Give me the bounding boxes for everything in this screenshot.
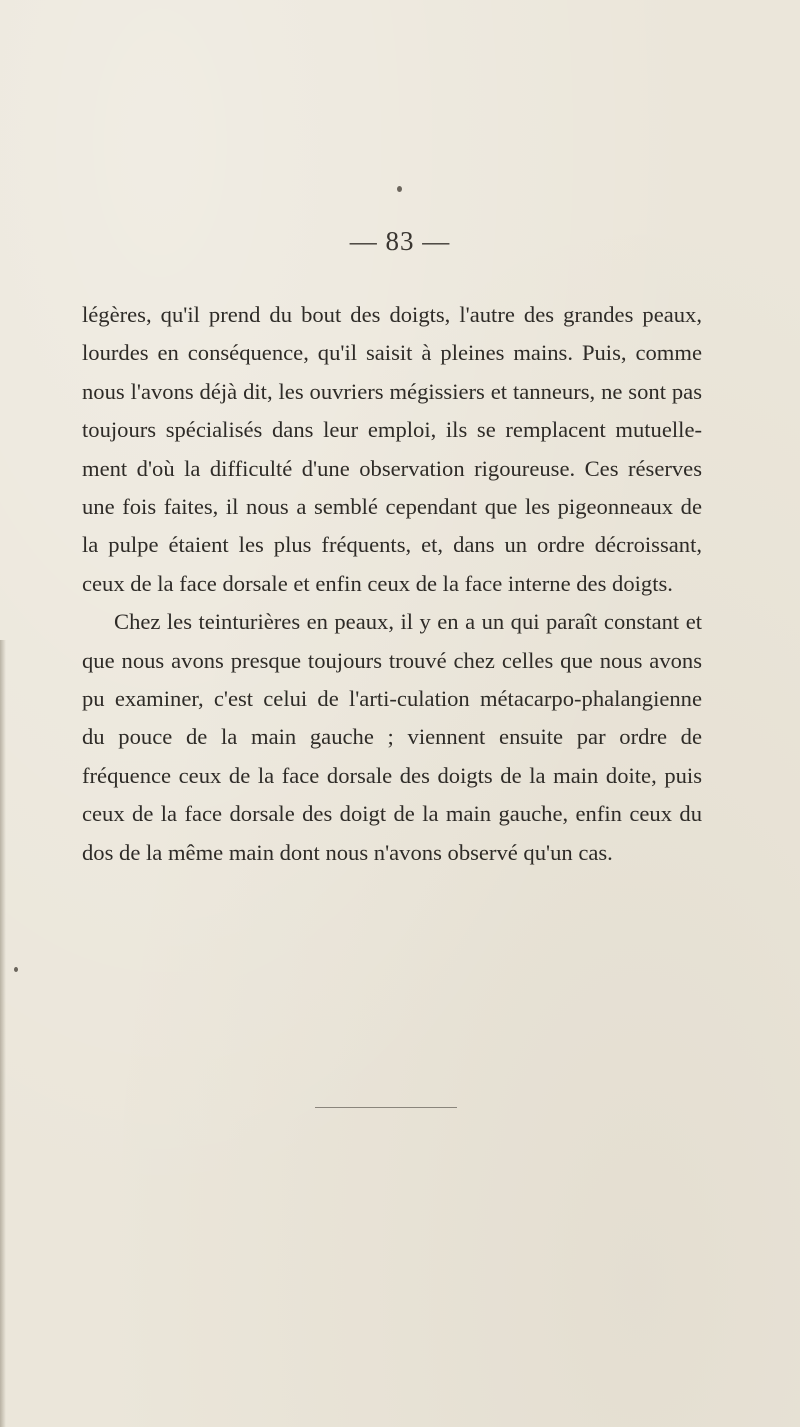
paragraph-1: légères, qu'il prend du bout des doigts, l'autre des grandes peaux, lourdes en conséquence, qu'il saisit à pleines mains. Puis, comme nous l'avons déjà dit, les ouvriers mégissiers et tanneurs, ne sont pas toujours spécialisés dans leur emploi, ils se remplacent mutuelle-ment d'où la difficulté d'une observation rigoureuse. Ces réserves une fois faites, il nous a semblé cependant que les pigeonneaux de la pulpe étaient les plus fréquents, et, dans un ordre décroissant, ceux de la face dorsale et enfin ceux de la face interne des doigts. (82, 302, 702, 596)
body-text (82, 296, 702, 872)
ink-speck (397, 186, 402, 192)
page-edge-shadow (0, 640, 6, 1427)
section-divider (315, 1107, 457, 1108)
ink-speck (14, 967, 18, 972)
paragraph-2: Chez les teinturières en peaux, il y en a un qui paraît constant et que nous avons presque toujours trouvé chez celles que nous avons pu examiner, c'est celui de l'arti-culation métacarpo-phalangienne du pouce de la main gauche ; viennent ensuite par ordre de fréquence ceux de la face dorsale des doigts de la main doite, puis ceux de la face dorsale des doigt de la main gauche, enfin ceux du dos de la même main dont nous n'avons observé qu'un cas. (82, 609, 702, 865)
page-number: — 83 — (349, 226, 451, 256)
